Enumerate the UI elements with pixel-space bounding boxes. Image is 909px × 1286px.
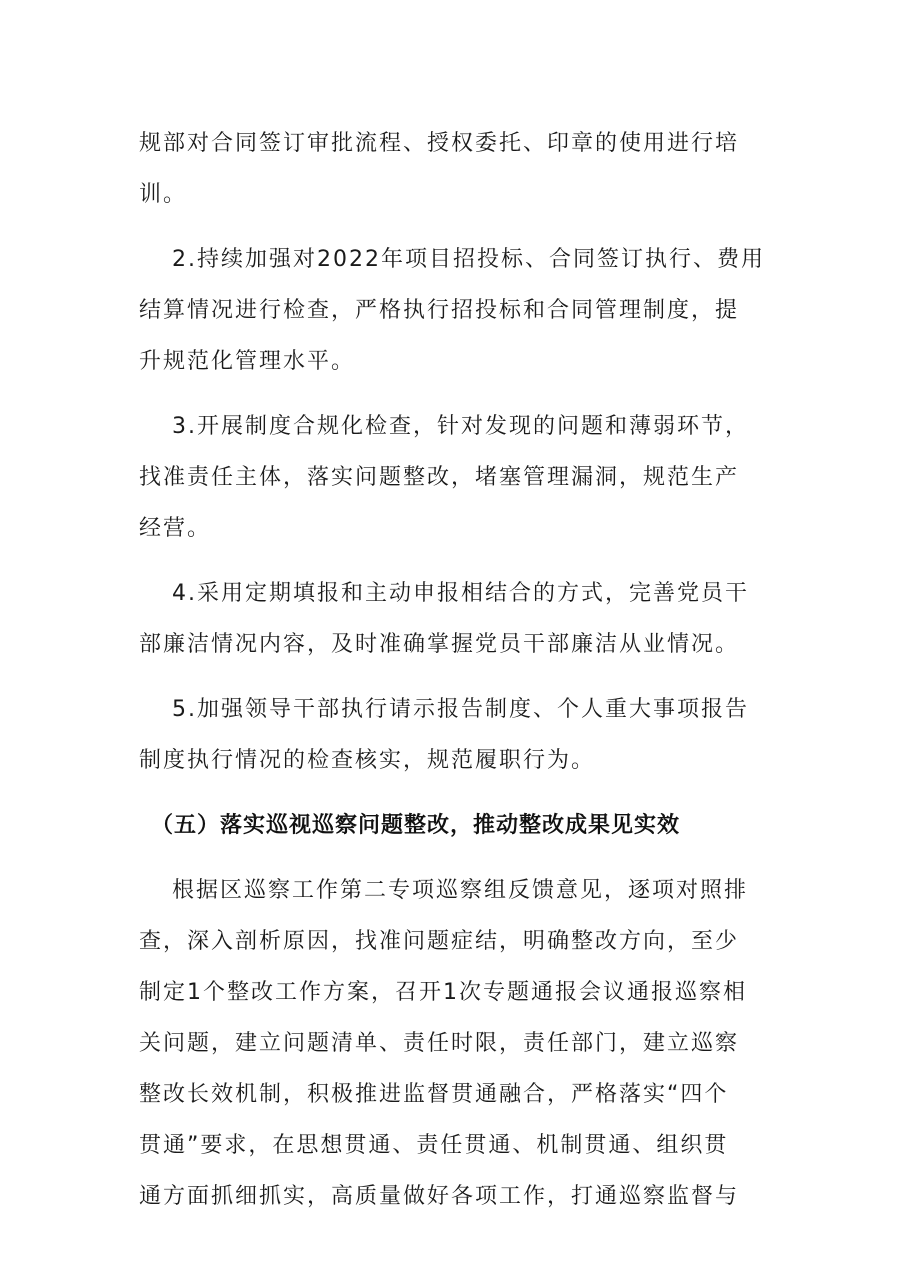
paragraph-5 — [139, 684, 771, 786]
paragraph-2 — [139, 234, 771, 387]
text-line: 通方面抓细抓实，高质量做好各项工作，打通巡察监督与 — [139, 1184, 740, 1209]
text-line: 根据区巡察工作第二专项巡察组反馈意见，逐项对照排 — [172, 878, 749, 903]
text-line: 训。 — [139, 182, 188, 207]
text-line: 5.加强领导干部执行请示报告制度、个人重大事项报告 — [172, 697, 749, 722]
text-line: 升规范化管理水平。 — [139, 349, 356, 374]
text-line: 关问题，建立问题清单、责任时限，责任部门，建立巡察 — [139, 1031, 740, 1056]
paragraph-1 — [139, 118, 771, 220]
document-body — [139, 118, 771, 1222]
text-line: 整改长效机制，积极推进监督贯通融合，严格落实“四个 — [139, 1082, 729, 1107]
text-line: 2.持续加强对2022年项目招投标、合同签订执行、费用 — [172, 247, 765, 272]
text-line: 查，深入剖析原因，找准问题症结，明确整改方向，至少 — [139, 929, 740, 954]
text-line: 贯通”要求，在思想贯通、责任贯通、机制贯通、组织贯 — [139, 1133, 729, 1158]
text-line: 经营。 — [139, 516, 212, 541]
text-line: 规部对合同签订审批流程、授权委托、印章的使用进行培 — [139, 131, 740, 156]
text-line: 结算情况进行检查，严格执行招投标和合同管理制度，提 — [139, 298, 740, 323]
text-line: 4.采用定期填报和主动申报相结合的方式，完善党员干 — [172, 581, 749, 606]
section-heading: （五）落实巡视巡察问题整改，推动整改成果见实效 — [151, 813, 681, 838]
text-line: 找准责任主体，落实问题整改，堵塞管理漏洞，规范生产 — [139, 465, 740, 490]
text-line: 部廉洁情况内容，及时准确掌握党员干部廉洁从业情况。 — [139, 632, 740, 657]
paragraph-6 — [139, 865, 771, 1222]
paragraph-4 — [139, 568, 771, 670]
text-line: 制定1个整改工作方案，召开1次专题通报会议通报巡察相 — [139, 980, 747, 1005]
text-line: 制度执行情况的检查核实，规范履职行为。 — [139, 748, 596, 773]
text-line: 3.开展制度合规化检查，针对发现的问题和薄弱环节， — [172, 414, 749, 439]
paragraph-3 — [139, 401, 771, 554]
